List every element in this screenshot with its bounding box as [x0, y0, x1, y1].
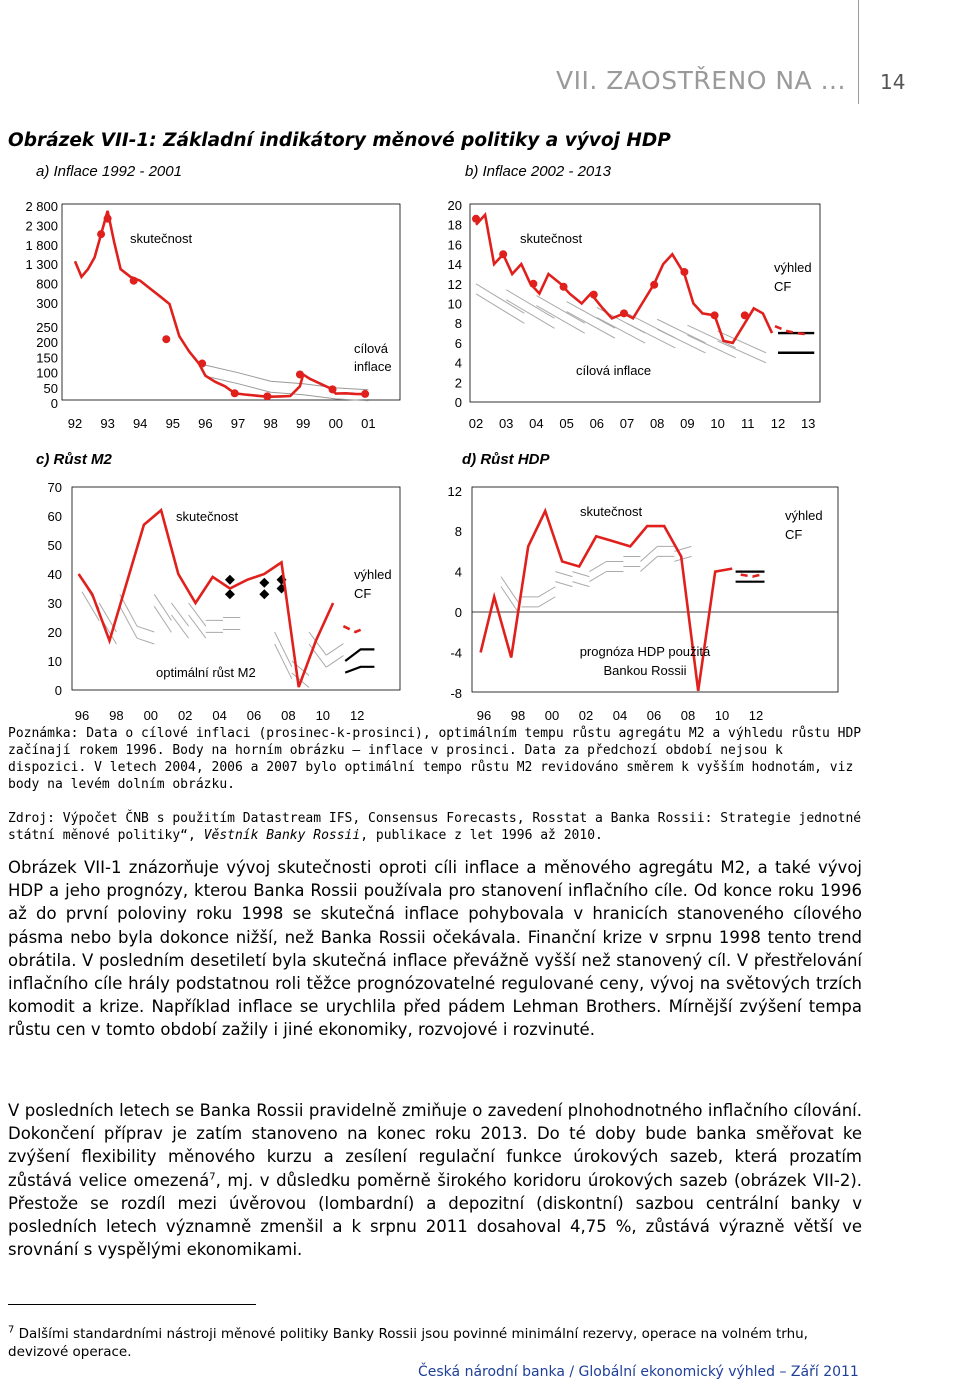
panel-c-revised-diamond: [259, 589, 269, 599]
panel-b-xtick: 09: [680, 416, 695, 431]
panel-a-xtick: 94: [132, 416, 148, 431]
panel-d-label-prognosis-1: prognóza HDP použitá: [579, 644, 711, 659]
panel-a-ytick: 800: [36, 276, 58, 292]
panel-b-xtick: 10: [710, 416, 725, 431]
panel-b-ytick: 2: [454, 375, 462, 391]
panel-c-optimal-line: [171, 603, 188, 626]
panel-d-xtick: 04: [612, 708, 628, 723]
panel-a-marker: [329, 385, 337, 393]
panel-d-ytick: -4: [450, 645, 462, 661]
panel-b-ytick: 0: [454, 395, 462, 410]
panel-a-xtick: 99: [295, 416, 311, 431]
panel-c-label-forecast-1: výhled: [354, 567, 392, 582]
panel-a-ytick: 50: [43, 380, 58, 396]
panel-c-ytick: 10: [47, 654, 62, 669]
panel-c-title: c) Růst M2: [36, 451, 112, 468]
paragraph-1: [8, 856, 862, 1042]
panel-d-label-actual: skutečnost: [580, 504, 643, 519]
panel-c-xtick: 08: [281, 708, 296, 723]
panel-c-optimal-line: [137, 638, 154, 644]
panel-a-xtick: 97: [230, 416, 246, 431]
panel-b-target-line: [657, 329, 705, 353]
panel-b-xtick: 11: [741, 416, 755, 431]
figure-source: [8, 810, 868, 844]
panel-a-ytick: 150: [36, 350, 58, 366]
panel-b-marker: [560, 283, 568, 291]
panel-a-marker: [97, 230, 105, 238]
panel-b-marker: [472, 215, 480, 223]
source-italic: Věstník Banky Rossii: [203, 828, 361, 843]
panel-b-marker: [499, 250, 507, 258]
panel-b-xtick: 07: [619, 416, 635, 431]
panel-d-xtick: 06: [646, 708, 662, 723]
panel-b-marker: [620, 309, 628, 317]
panel-b-label-forecast-1: výhled: [774, 260, 812, 275]
page-footer: Česká národní banka / Globální ekonomický výhled – Září 2011: [418, 1364, 859, 1380]
panel-b-ytick: 6: [454, 335, 462, 351]
chapter-title: VII. ZAOSTŘENO NA ...: [556, 66, 846, 95]
panel-b-marker: [680, 268, 688, 276]
panel-b-label-forecast-2: CF: [774, 279, 792, 294]
source-text-2: , publikace z let 1996 až 2010.: [360, 828, 603, 843]
panel-c-xtick: 02: [177, 708, 193, 723]
panel-d-forecast-grey: [589, 562, 606, 572]
panel-b-xtick: 03: [498, 416, 514, 431]
panel-c-optimal-line: [154, 606, 171, 632]
paragraph-2: [8, 1099, 862, 1261]
panel-d-xtick: 12: [748, 708, 764, 723]
panel-b-xtick: 06: [589, 416, 605, 431]
panel-a-xtick: 00: [328, 416, 344, 431]
panel-c-ytick: 50: [47, 538, 62, 553]
panel-a-ytick: 250: [36, 320, 58, 335]
panel-a-marker: [104, 215, 112, 223]
panel-c-forecast-line: [343, 626, 362, 632]
panel-b-ytick: 16: [447, 237, 462, 253]
panel-d-forecast-grey: [501, 587, 518, 612]
panel-c-target-lower: [345, 667, 374, 673]
panel-a-ytick: 1 800: [25, 237, 58, 253]
panel-b-marker: [741, 311, 749, 319]
panel-c-ytick: 0: [54, 683, 62, 698]
panel-b-marker: [529, 280, 537, 288]
panel-b-ytick: 4: [454, 355, 462, 371]
panel-b-ytick: 18: [447, 217, 462, 233]
paragraph-1-text: Obrázek VII-1 znázorňuje vývoj skutečnosti oproti cíli inflace a měnového agregátu M2, a také vývoj HDP a jeho prognózy, kterou Banka Rossii používala pro stanovení inflačního cíle. Od konce roku 1996 až do první poloviny roku 1998 se skutečná inflace pohybovala v hranicích stanoveného cílového pásma nebo byla dokonce nižší, než Banka Rossii očekávala. Finanční krize v srpnu 1998 tento trend obrátila. V posledním desetiletí byla skutečná inflace převážně vyšší než stanovený cíl. V přestřelování inflačního cíle hrály podstatnou roli těžce prognózovatelné regulované ceny, vývoj na světových trzích komodit a krize. Například inflace se urychlila před pádem Lehman Brothers. Mírnější zvýšení tempa růstu cen v tomto období zažily i jiné ekonomiky, rozvojové i rozvinuté.: [8, 858, 862, 1040]
panel-d-forecast-grey: [538, 587, 555, 597]
panel-d-xtick: 02: [578, 708, 594, 723]
panel-b-target-line: [627, 323, 675, 348]
panel-c-xtick: 06: [246, 708, 262, 723]
panel-c-xtick: 04: [212, 708, 227, 723]
panel-b-target-line: [718, 341, 766, 363]
panel-c-label-forecast-2: CF: [354, 586, 372, 601]
panel-a-xtick: 96: [198, 416, 213, 431]
panel-d-frame: [472, 487, 838, 692]
panel-c-xtick: 00: [143, 708, 159, 723]
panel-a-xtick: 98: [263, 416, 278, 431]
panel-a-target-upper: [205, 365, 368, 390]
panel-c-ytick: 40: [47, 567, 62, 582]
panel-d-forecast-grey: [555, 572, 572, 577]
footnote-ref[interactable]: 7: [209, 1171, 216, 1183]
panel-a-xtick: 01: [361, 416, 376, 431]
panel-d-forecast-grey: [538, 597, 555, 607]
panel-b-label-actual: skutečnost: [520, 231, 583, 246]
panel-a-ytick: 300: [36, 296, 58, 311]
panel-a-ytick: 200: [36, 335, 58, 351]
footnote-number: 7: [8, 1324, 15, 1336]
panel-b-target-line: [597, 317, 645, 343]
panel-a-marker: [198, 360, 206, 368]
panel-d-ytick: -8: [450, 685, 462, 701]
panel-a-ytick: 2 300: [25, 218, 58, 234]
panel-b-marker: [711, 311, 719, 319]
panel-d-xtick: 08: [680, 708, 696, 723]
panel-d-xtick: 00: [544, 708, 560, 723]
footnote-divider: [8, 1304, 256, 1305]
panel-a-marker: [130, 277, 138, 285]
panel-a-xtick: 92: [67, 416, 83, 431]
figure-title: Obrázek VII-1: Základní indikátory měnové politiky a vývoj HDP: [8, 130, 671, 151]
panel-b-xtick: 05: [559, 416, 574, 431]
paragraph-2-text-b: , mj. v důsledku poměrně širokého koridoru úrokových sazeb (obrázek VII-2). Přestože se rozdíl mezi úvěrovou (lombardní) a depozitní (diskontní) sazbou centrální banky v posledních letech významně zmenšil a k srpnu 2011 dosahoval 4,75 %, zůstává výrazně větší ve srovnání s vyspělými ekonomikami.: [8, 1170, 862, 1260]
panel-c-label-optimal: optimální růst M2: [156, 665, 256, 680]
panel-c-optimal-line: [171, 615, 188, 638]
panel-a-label-actual: skutečnost: [130, 231, 193, 246]
panel-b-marker: [590, 291, 598, 299]
footnote-text: Dalšími standardními nástroji měnové politiky Banky Rossii jsou povinné minimální rezervy, operace na volném trhu, devizové operace.: [8, 1326, 808, 1360]
page-number: 14: [880, 70, 906, 94]
panel-c-actual-line: [79, 510, 334, 687]
panel-d-xtick: 98: [510, 708, 526, 723]
panel-d-ytick: 12: [447, 483, 462, 499]
panel-a-marker: [296, 370, 304, 378]
panel-c-xtick: 12: [349, 708, 365, 723]
paragraph-2-text-a: V posledních letech se Banka Rossii pravidelně zmiňuje o zavedení plnohodnotného inflačního cílování. Dokončení příprav je zatím stanoveno na konec roku 2013. Do té doby bude banka směřovat ke zvýšení flexibility měnového kurzu a zesílení regulační funkce úrokových sazeb, která prozatím zůstává velice omezená: [8, 1101, 862, 1190]
panel-b-ytick: 12: [447, 276, 462, 292]
panel-c-target-upper: [345, 649, 374, 661]
panel-a-xtick: 95: [165, 416, 181, 431]
panel-d-forecast-line: [741, 575, 761, 577]
panel-c-ytick: 70: [47, 480, 62, 495]
source-text-1: Zdroj: Výpočet ČNB s použitím Datastream IFS, Consensus Forecasts, Rosstat a Banka Rossii: Strategie jednotné státní měnové politiky“,: [8, 811, 862, 843]
panel-c-revised-diamond: [259, 578, 269, 588]
panel-a-marker: [263, 392, 271, 400]
panel-b-xtick: 02: [468, 416, 484, 431]
panel-b-ytick: 14: [447, 257, 462, 273]
panel-b-target-line: [657, 319, 705, 343]
panel-a-label-target-2: inflace: [354, 359, 392, 374]
panel-a-ytick: 100: [36, 365, 58, 381]
panel-c-optimal-line: [137, 626, 154, 632]
panel-c-xtick: 96: [74, 708, 90, 723]
panel-b-ytick: 20: [447, 198, 462, 213]
panel-c-label-actual: skutečnost: [176, 509, 239, 524]
panel-a-ytick: 2 800: [25, 199, 58, 214]
panel-c-ytick: 20: [47, 625, 62, 640]
panel-c-revised-diamond: [225, 589, 235, 599]
panel-d-ytick: 4: [454, 564, 462, 580]
panel-c-xtick: 98: [109, 708, 124, 723]
panel-a-ytick: 1 300: [25, 257, 58, 273]
panel-b-ytick: 10: [447, 296, 462, 312]
panel-c-optimal-line: [326, 656, 343, 668]
panel-d-label-forecast-2: CF: [785, 527, 803, 542]
panel-b-ytick: 8: [454, 316, 462, 332]
panel-b-xtick: 12: [770, 416, 786, 431]
panel-c-revised-diamond: [225, 575, 235, 585]
panel-c-optimal-line: [326, 644, 343, 656]
footnote: [8, 1325, 868, 1361]
panel-c-optimal-line: [189, 615, 206, 638]
panel-a-label-target-1: cílová: [354, 341, 388, 356]
panel-d-xtick: 10: [714, 708, 730, 723]
panel-b-title: b) Inflace 2002 - 2013: [465, 163, 611, 180]
panel-a-marker: [361, 390, 369, 398]
panel-c-optimal-line: [154, 594, 171, 620]
panel-d-label-prognosis-2: Bankou Rossii: [603, 663, 687, 678]
panel-c-optimal-line: [189, 603, 206, 626]
panel-d-ytick: 8: [454, 524, 462, 540]
panel-a-xtick: 93: [100, 416, 115, 431]
panel-d-xtick: 96: [476, 708, 492, 723]
panel-b-xtick: 04: [529, 416, 544, 431]
panel-c-ytick: 30: [47, 596, 62, 611]
panel-d-label-forecast-1: výhled: [785, 508, 823, 523]
panel-d-title: d) Růst HDP: [462, 451, 550, 468]
panel-b-xtick: 13: [800, 416, 816, 431]
panel-c-ytick: 60: [47, 509, 62, 524]
panel-b-label-target: cílová inflace: [576, 363, 652, 378]
panel-a-ytick: 0: [50, 396, 58, 411]
panel-d-forecast-grey: [589, 572, 606, 582]
panel-d-forecast-grey: [572, 572, 589, 577]
panel-a-marker: [231, 389, 239, 397]
figure-note: Poznámka: Data o cílové inflaci (prosinec-k-prosinci), optimálním tempu růstu agregátu M2 a výhledu růstu HDP začínají rokem 1996. Body na horním obrázku – inflace v prosinci. Data za předchozí období nejsou k dispozici. V letech 2004, 2006 a 2007 bylo optimální tempo růstu M2 revidováno směrem k vyšším hodnotám, viz body na levém dolním obrázku.: [8, 726, 862, 792]
panel-b-xtick: 08: [649, 416, 665, 431]
panel-d-forecast-grey: [501, 577, 518, 602]
panel-d-forecast-grey: [572, 582, 589, 587]
panel-c-xtick: 10: [315, 708, 331, 723]
panel-d-forecast-grey: [555, 582, 572, 587]
panel-d-ytick: 0: [454, 605, 462, 620]
panel-a-marker: [162, 335, 170, 343]
panel-a-title: a) Inflace 1992 - 2001: [36, 163, 182, 180]
panel-b-marker: [650, 281, 658, 289]
